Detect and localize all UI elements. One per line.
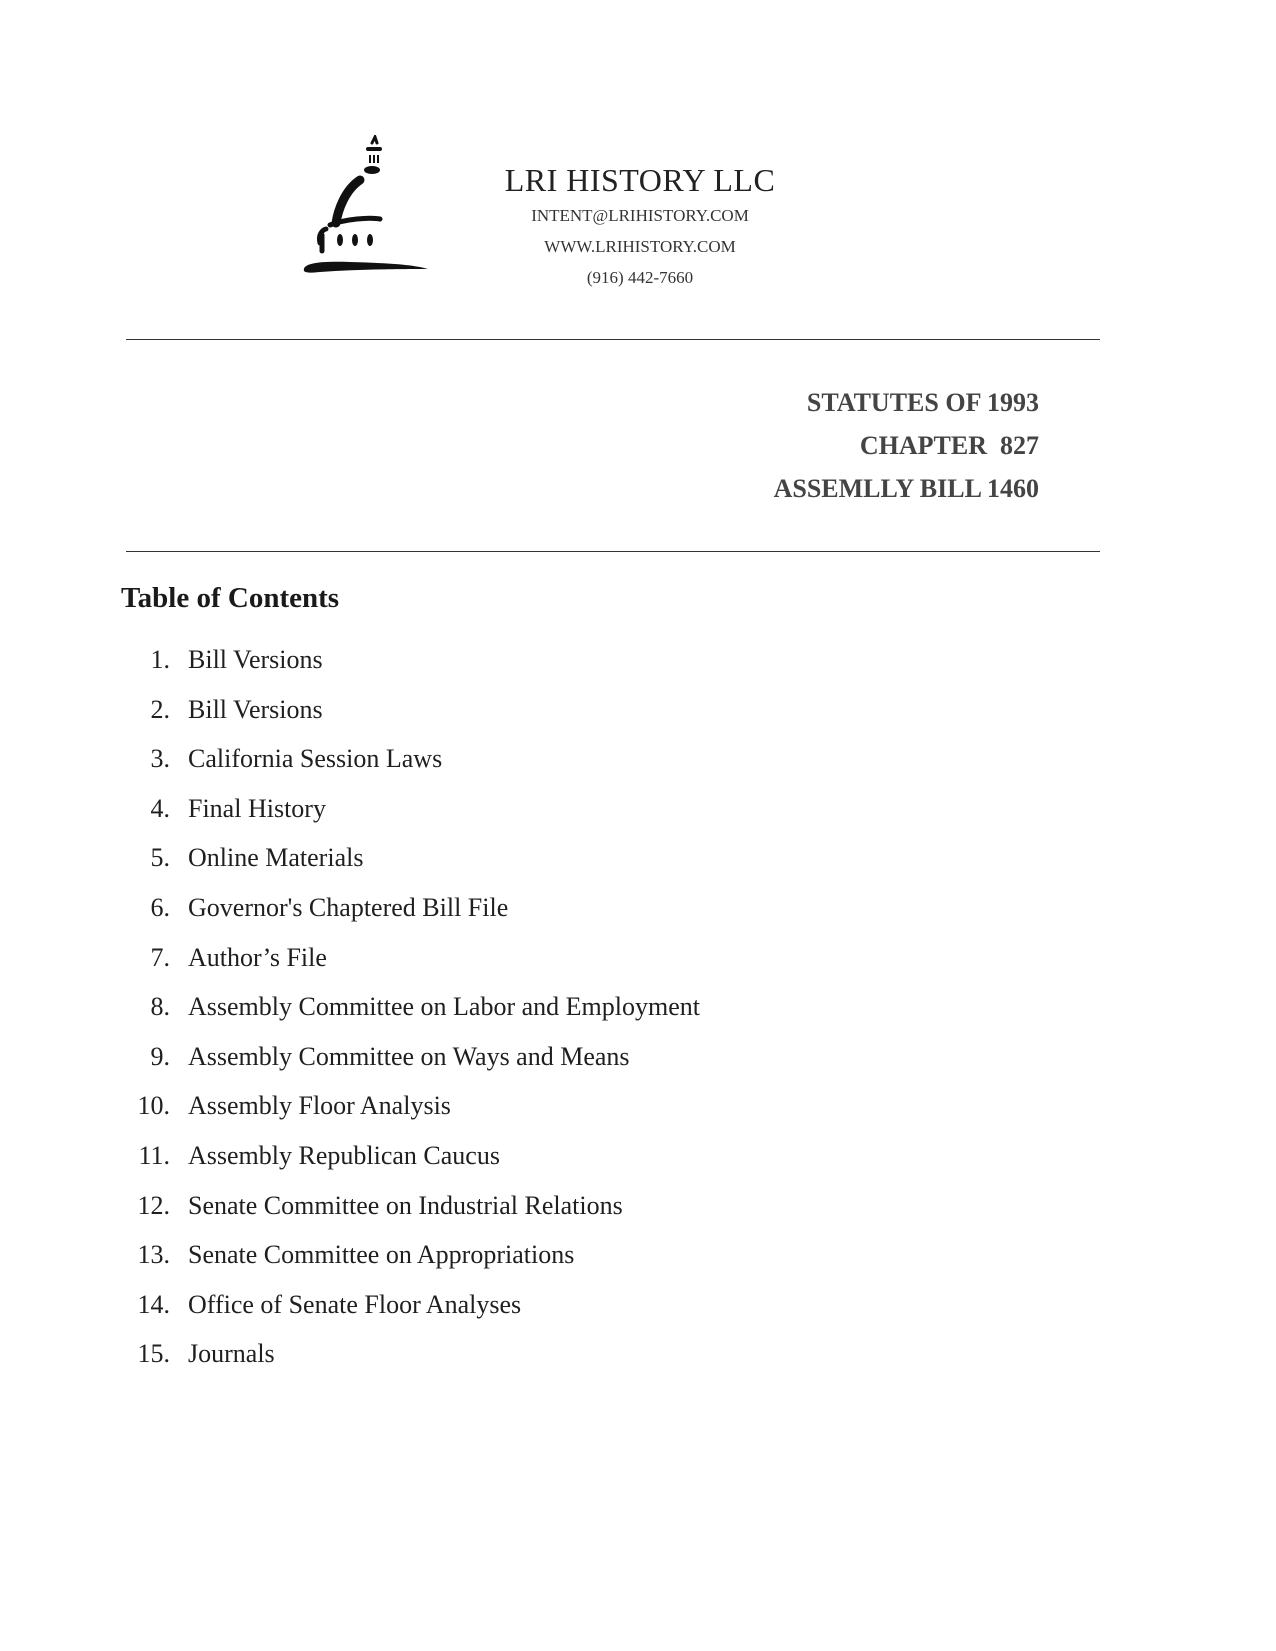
toc-item-label: Senate Committee on Appropriations	[188, 1240, 575, 1270]
toc-item-number: 10.	[137, 1091, 170, 1121]
statute-block	[774, 381, 1039, 510]
toc-item-number: 3.	[150, 744, 170, 774]
toc-item	[120, 744, 700, 794]
toc-item-label: Online Materials	[188, 843, 364, 873]
toc-item	[120, 893, 700, 943]
toc-item-number: 12.	[137, 1190, 170, 1220]
toc-item-number: 11.	[138, 1140, 170, 1170]
toc-item-label: Assembly Committee on Ways and Means	[188, 1041, 630, 1071]
toc-item-label: Journals	[188, 1339, 275, 1369]
toc-item-number: 4.	[150, 793, 170, 823]
capitol-dome-logo-icon	[300, 135, 440, 295]
company-name: LRI HISTORY LLC	[504, 162, 776, 198]
toc-title: Table of Contents	[121, 582, 340, 614]
toc-item-label: Bill Versions	[188, 645, 323, 674]
toc-item	[120, 1141, 700, 1191]
statute-bill: ASSEMLLY BILL 1460	[773, 474, 1039, 503]
toc-item-label: Senate Committee on Industrial Relations	[188, 1190, 623, 1220]
bottom-divider	[126, 551, 1100, 552]
toc-item-label: Bill Versions	[188, 694, 323, 724]
toc-item-label: Assembly Committee on Labor and Employment	[188, 992, 700, 1022]
toc-item-number: 8.	[150, 992, 170, 1022]
toc-list	[120, 645, 700, 1389]
toc-item	[120, 794, 700, 844]
toc-item-number: 9.	[150, 1041, 170, 1071]
toc-item	[120, 1339, 700, 1389]
toc-item-label: Final History	[188, 793, 326, 823]
toc-item	[120, 1042, 700, 1092]
toc-item	[120, 943, 700, 993]
toc-item-number: 6.	[150, 892, 170, 922]
toc-item-number: 1.	[150, 645, 170, 674]
toc-item	[120, 695, 700, 745]
toc-item	[120, 843, 700, 893]
toc-item	[120, 1240, 700, 1290]
company-header	[440, 160, 840, 293]
toc-item-number: 14.	[137, 1289, 170, 1319]
toc-item	[120, 645, 700, 695]
toc-item-number: 2.	[150, 694, 170, 724]
toc-item-label: Assembly Floor Analysis	[188, 1091, 451, 1121]
toc-item-label: Governor's Chaptered Bill File	[188, 892, 509, 922]
toc-item-number: 13.	[137, 1240, 170, 1270]
company-phone: (916) 442-7660	[586, 268, 694, 287]
toc-item-label: California Session Laws	[188, 744, 443, 774]
toc-item-number: 7.	[150, 942, 170, 972]
toc-item-label: Author’s File	[188, 942, 327, 972]
toc-item-number: 15.	[137, 1339, 170, 1369]
toc-item	[120, 1091, 700, 1141]
toc-item	[120, 1290, 700, 1340]
toc-item-label: Assembly Republican Caucus	[188, 1140, 500, 1170]
top-divider	[126, 339, 1100, 340]
toc-item	[120, 992, 700, 1042]
toc-item	[120, 1191, 700, 1241]
toc-item-number: 5.	[150, 843, 170, 873]
company-email: INTENT@LRIHISTORY.COM	[531, 206, 749, 225]
toc-item-label: Office of Senate Floor Analyses	[188, 1289, 522, 1319]
statute-year: STATUTES OF 1993	[806, 388, 1039, 417]
company-website: WWW.LRIHISTORY.COM	[544, 237, 736, 256]
statute-chapter: CHAPTER 827	[859, 431, 1039, 460]
